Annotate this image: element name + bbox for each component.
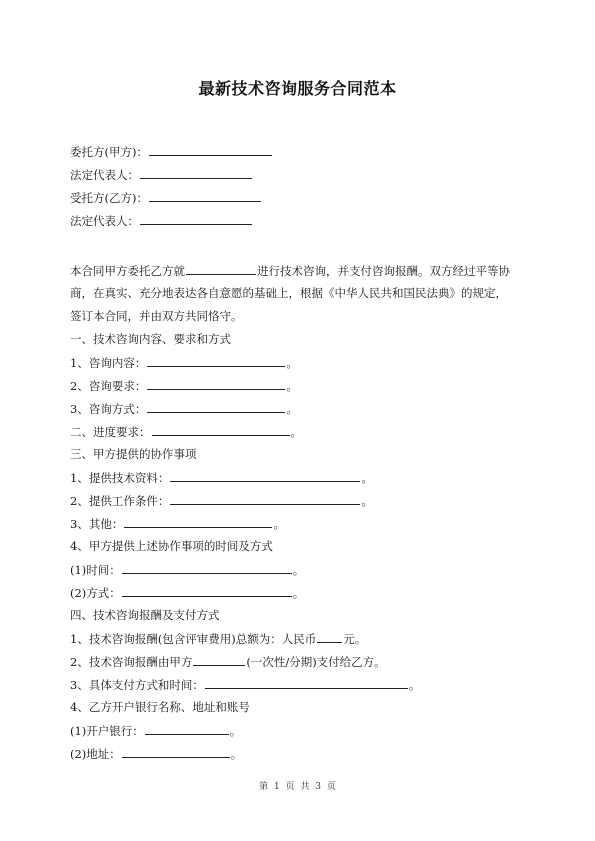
cooperation-method-line — [70, 585, 304, 600]
cooperation-method-period: 。 — [292, 586, 305, 600]
client-rep-line — [70, 167, 253, 182]
other-label: 3、其他： — [70, 517, 124, 531]
bank-info-heading-text: 4、乙方开户银行名称、地址和账号 — [70, 700, 250, 714]
bank-address-blank[interactable] — [122, 746, 230, 758]
intro-line-1 — [70, 263, 510, 278]
bank-address-period: 。 — [230, 747, 243, 761]
payment-method-blank[interactable] — [205, 677, 408, 689]
consult-method-line — [70, 401, 298, 416]
work-conditions-label: 2、提供工作条件： — [70, 494, 170, 508]
contractor-rep-blank[interactable] — [140, 213, 252, 225]
fee-payment-blank[interactable] — [193, 654, 245, 666]
contractor-rep-label: 法定代表人： — [70, 214, 139, 228]
tech-materials-blank[interactable] — [170, 470, 360, 482]
client-rep-blank[interactable] — [140, 167, 252, 179]
client-line — [70, 144, 273, 159]
contractor-line — [70, 190, 262, 205]
cooperation-time-line — [70, 562, 304, 577]
schedule-line — [70, 424, 302, 439]
intro-line-3 — [70, 309, 243, 323]
fee-payment-suffix: (一次性/分期)支付给乙方。 — [246, 655, 386, 669]
section-3-heading — [70, 447, 197, 461]
tech-materials-label: 1、提供技术资料： — [70, 471, 170, 485]
cooperation-time-period: 。 — [292, 563, 305, 577]
intro-text-1a: 本合同甲方委托乙方就 — [70, 264, 185, 278]
section-3-heading-text: 三、甲方提供的协作事项 — [70, 447, 197, 461]
fee-payment-line — [70, 654, 386, 669]
other-blank[interactable] — [124, 516, 272, 528]
consult-content-blank[interactable] — [147, 355, 285, 367]
intro-subject-blank[interactable] — [186, 263, 256, 275]
fee-total-unit: 元。 — [343, 632, 367, 646]
work-conditions-line — [70, 493, 373, 508]
intro-line-2 — [70, 286, 507, 300]
consult-requirement-period: 。 — [286, 379, 298, 393]
contractor-rep-line — [70, 213, 253, 228]
fee-total-line — [70, 631, 366, 646]
bank-info-heading — [70, 700, 250, 714]
consult-content-label: 1、咨询内容： — [70, 356, 147, 370]
other-line — [70, 516, 285, 531]
bank-name-line — [70, 723, 241, 738]
section-1-heading — [70, 332, 231, 346]
bank-address-label: (2)地址： — [70, 747, 121, 761]
bank-name-blank[interactable] — [145, 723, 229, 735]
consult-requirement-blank[interactable] — [147, 378, 285, 390]
tech-materials-period: 。 — [361, 471, 373, 485]
schedule-period: 。 — [290, 425, 302, 439]
client-label: 委托方(甲方)： — [70, 145, 148, 159]
intro-text-3: 签订本合同，并由双方共同恪守。 — [70, 309, 243, 323]
cooperation-timing-heading — [70, 539, 273, 553]
consult-method-label: 3、咨询方式： — [70, 402, 147, 416]
consult-method-period: 。 — [286, 402, 298, 416]
payment-method-label: 3、具体支付方式和时间： — [70, 678, 204, 692]
cooperation-time-blank[interactable] — [122, 562, 292, 574]
client-blank[interactable] — [149, 144, 272, 156]
tech-materials-line — [70, 470, 373, 485]
consult-method-blank[interactable] — [147, 401, 285, 413]
contractor-blank[interactable] — [149, 190, 261, 202]
document-title: 最新技术咨询服务合同范本 — [198, 79, 397, 98]
section-1-heading-text: 一、技术咨询内容、要求和方式 — [70, 332, 231, 346]
cooperation-timing-heading-text: 4、甲方提供上述协作事项的时间及方式 — [70, 539, 273, 553]
consult-content-period: 。 — [286, 356, 298, 370]
other-period: 。 — [273, 517, 285, 531]
consult-content-line — [70, 355, 298, 370]
intro-text-1b: 进行技术咨询，并支付咨询报酬。双方经过平等协 — [257, 264, 510, 278]
bank-name-label: (1)开户银行： — [70, 724, 144, 738]
cooperation-method-blank[interactable] — [122, 585, 292, 597]
schedule-label: 二、进度要求： — [70, 425, 151, 439]
fee-total-blank[interactable] — [317, 631, 342, 643]
bank-address-line — [70, 746, 242, 761]
fee-total-label: 1、技术咨询报酬(包含评审费用)总额为：人民币 — [70, 632, 317, 646]
bank-name-period: 。 — [229, 724, 242, 738]
section-4-heading — [70, 608, 220, 622]
work-conditions-period: 。 — [361, 494, 373, 508]
work-conditions-blank[interactable] — [170, 493, 360, 505]
schedule-blank[interactable] — [152, 424, 290, 436]
contractor-label: 受托方(乙方)： — [70, 191, 148, 205]
fee-payment-label: 2、技术咨询报酬由甲方 — [70, 655, 193, 669]
client-rep-label: 法定代表人： — [70, 168, 139, 182]
payment-method-line — [70, 677, 420, 692]
cooperation-method-label: (2)方式： — [70, 586, 121, 600]
consult-requirement-line — [70, 378, 298, 393]
payment-method-period: 。 — [408, 678, 421, 692]
page-number: 第 1 页 共 3 页 — [259, 782, 336, 792]
section-4-heading-text: 四、技术咨询报酬及支付方式 — [70, 608, 220, 622]
consult-requirement-label: 2、咨询要求： — [70, 379, 147, 393]
intro-text-2: 商，在真实、充分地表达各自意愿的基础上，根据《中华人民共和国民法典》的规定， — [70, 286, 507, 300]
cooperation-time-label: (1)时间： — [70, 563, 121, 577]
